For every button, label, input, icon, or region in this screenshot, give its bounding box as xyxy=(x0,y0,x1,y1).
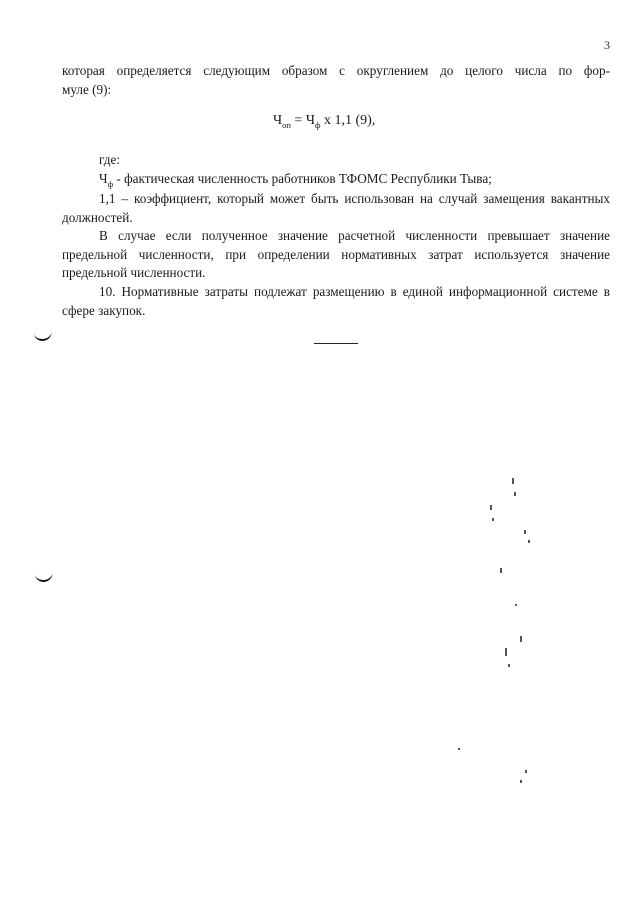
coefficient-text: 1,1 – коэффициент, который может быть использован на случай замещения вакантных должностей. xyxy=(62,191,610,225)
formula-rhs-symbol: Ч xyxy=(305,113,315,128)
paragraph-10 xyxy=(62,283,610,320)
definition-actual-headcount xyxy=(99,171,492,189)
intro-paragraph xyxy=(62,62,610,99)
definition-symbol: Ч xyxy=(99,171,108,186)
formula-lhs-symbol: Ч xyxy=(273,113,283,128)
formula-lhs-subscript: оп xyxy=(282,120,291,130)
definition-text: - фактическая численность работников ТФОМС Республики Тыва; xyxy=(116,171,492,186)
where-label: где: xyxy=(99,152,120,167)
definition-coefficient xyxy=(62,190,610,227)
formula-equals: = xyxy=(294,113,303,128)
intro-line-2: муле (9): xyxy=(62,81,112,97)
formula-rest: x 1,1 (9), xyxy=(323,113,376,128)
margin-pen-mark xyxy=(34,330,53,342)
paragraph-10-text: 10. Нормативные затраты подлежат размещению в единой информационной системе в сфере закупок. xyxy=(62,284,610,318)
page-number: 3 xyxy=(604,38,610,52)
intro-line-1: которая определяется следующим образом с округлением до целого числа по фор- xyxy=(62,63,610,78)
limit-text: В случае если полученное значение расчетной численности превышает значение предельной численности, при определении нормативных затрат используется значение предельной численности. xyxy=(62,228,610,281)
formula-9 xyxy=(273,113,375,130)
margin-pen-mark xyxy=(35,571,54,583)
paragraph-limit xyxy=(62,227,610,283)
definition-subscript: ф xyxy=(107,179,114,189)
formula-rhs-subscript: ф xyxy=(314,120,321,130)
end-separator-line xyxy=(314,343,358,344)
